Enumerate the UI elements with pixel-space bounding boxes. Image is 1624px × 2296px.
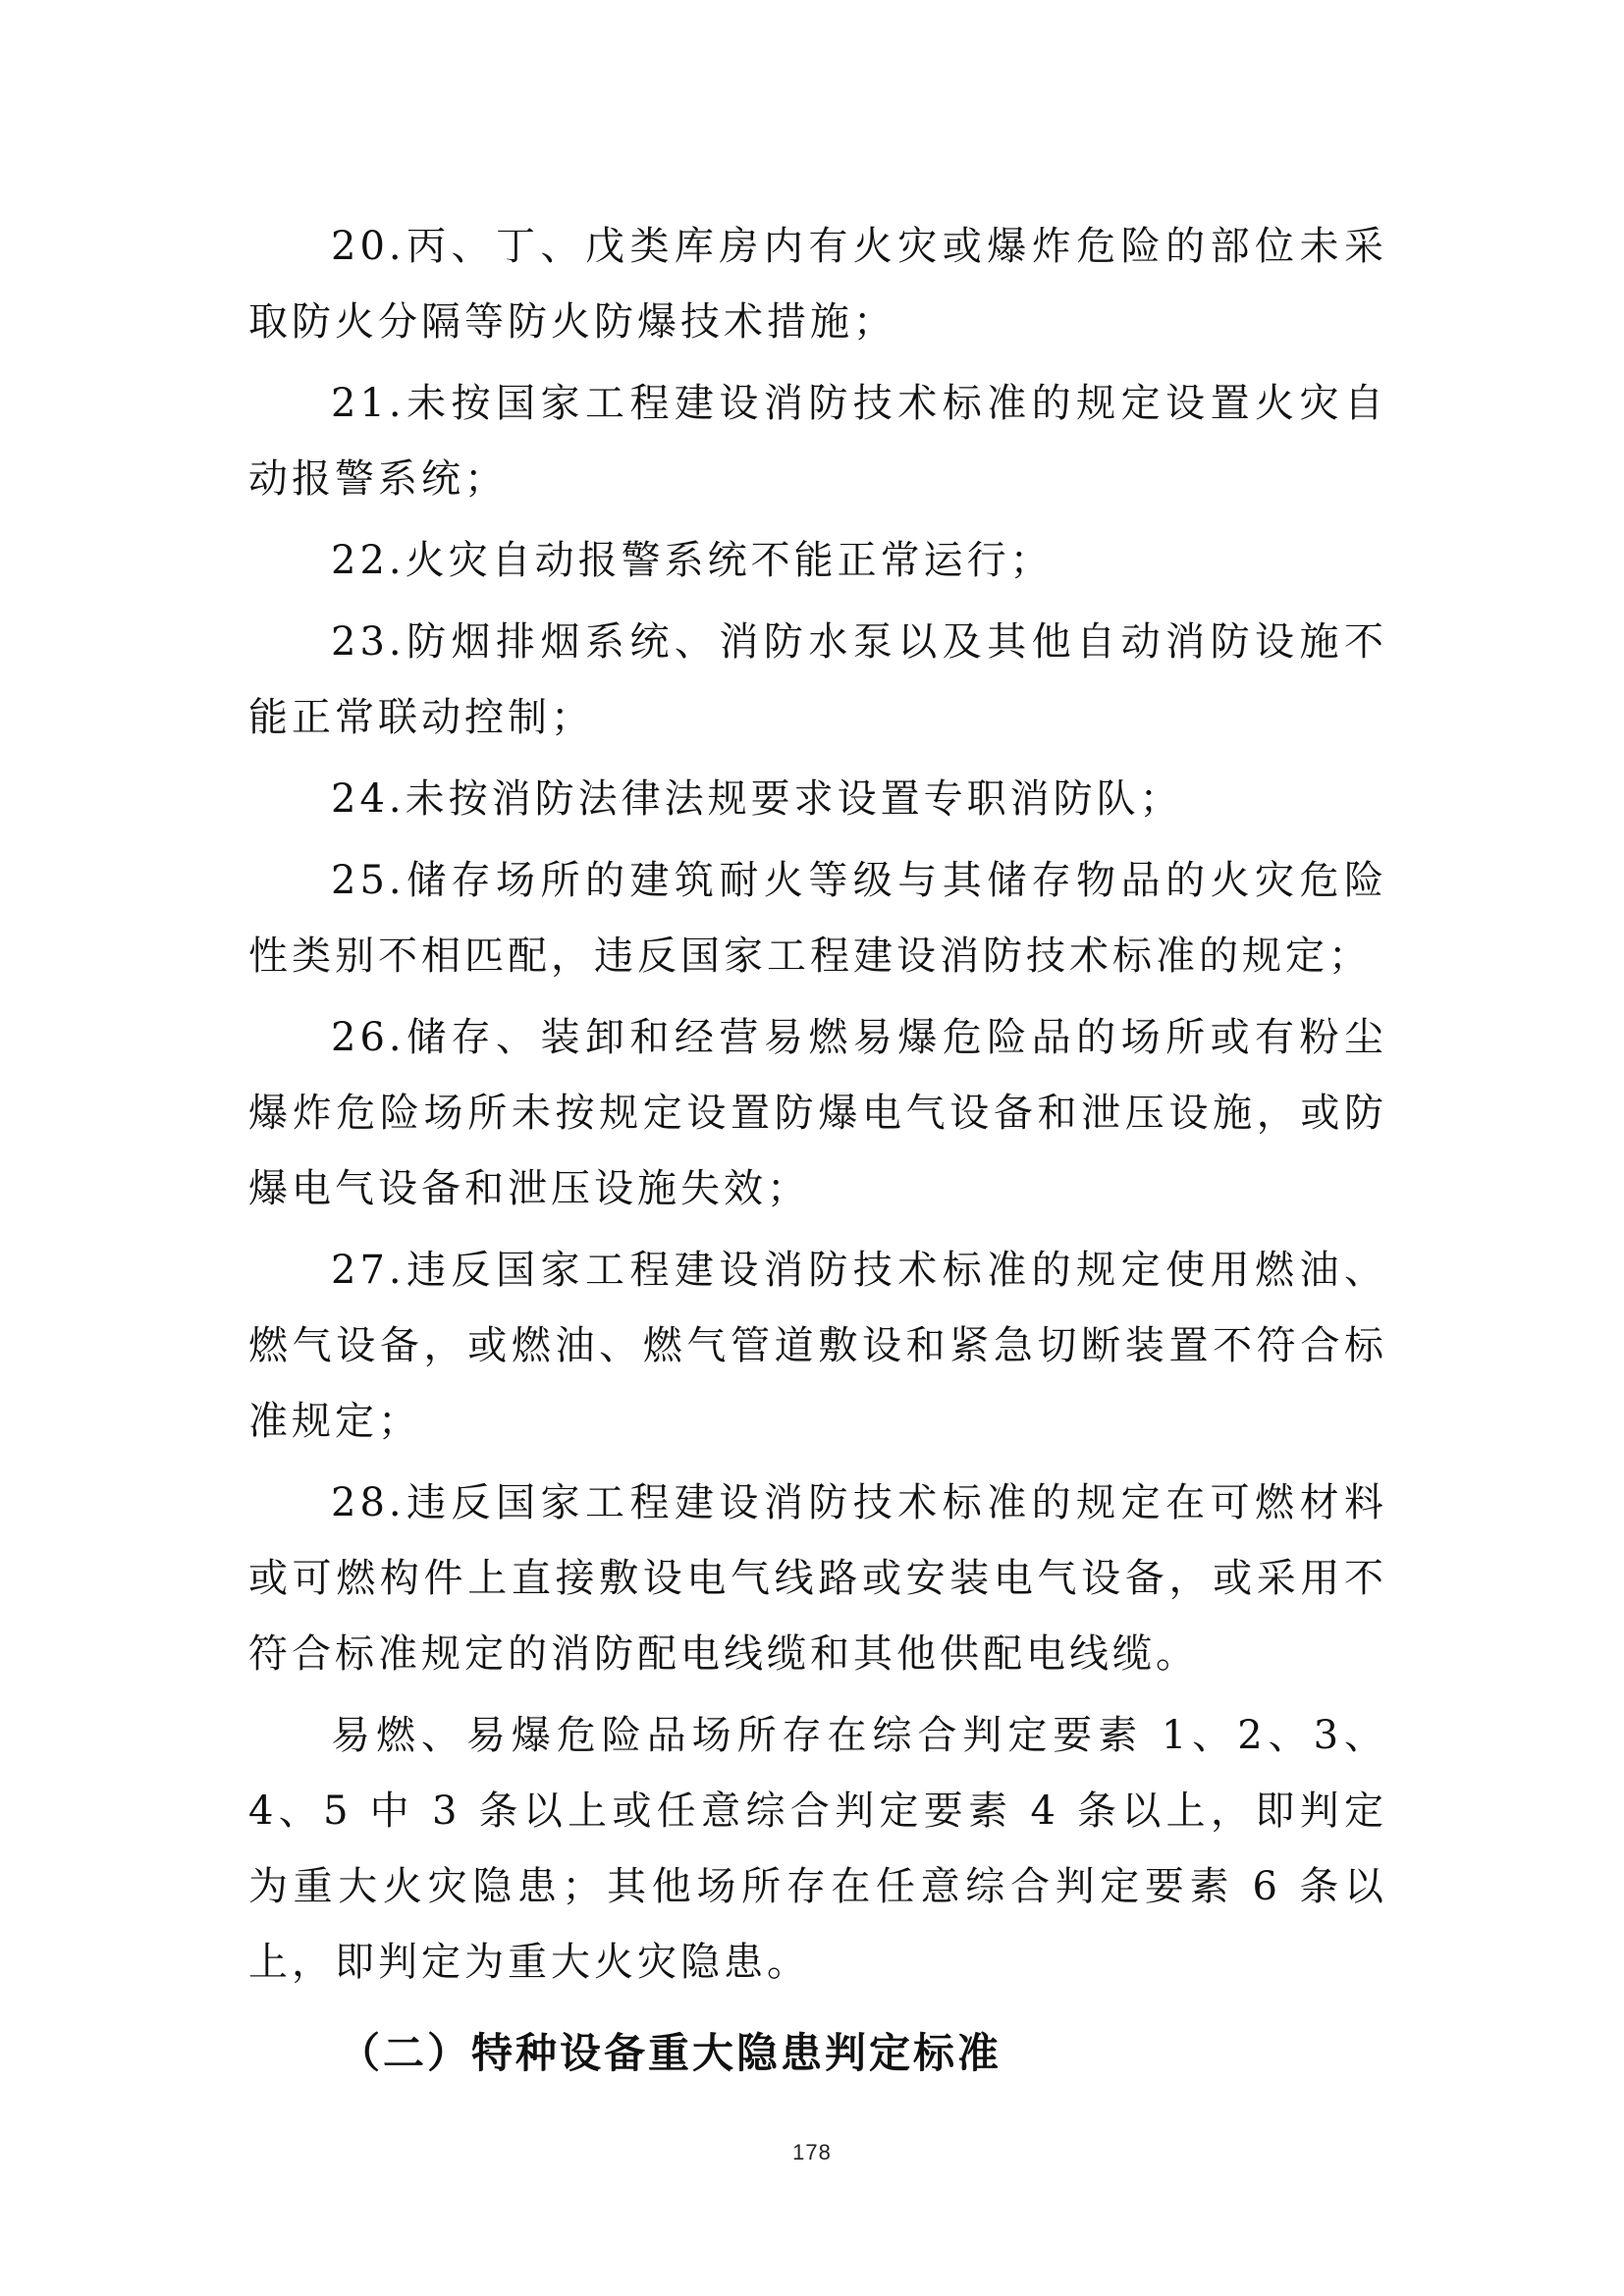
page-number: 178 <box>792 2140 832 2164</box>
summary-paragraph: 易燃、易爆危险品场所存在综合判定要素 1、2、3、4、5 中 3 条以上或任意综合判定要素 4 条以上，即判定为重大火灾隐患；其他场所存在任意综合判定要素 6 条以上，即判定为重大火灾隐患。 <box>248 1713 1387 1985</box>
list-item-22: 22.火灾自动报警系统不能正常运行； <box>331 538 1054 583</box>
list-item-21: 21.未按国家工程建设消防技术标准的规定设置火灾自动报警系统； <box>248 381 1387 502</box>
list-item-23: 23.防烟排烟系统、消防水泵以及其他自动消防设施不能正常联动控制； <box>248 619 1387 740</box>
list-item-24: 24.未按消防法律法规要求设置专职消防队； <box>331 776 1183 822</box>
list-item-25: 25.储存场所的建筑耐火等级与其储存物品的火灾危险性类别不相匹配，违反国家工程建设消防技术标准的规定； <box>248 858 1387 979</box>
section-heading: （二）特种设备重大隐患判定标准 <box>339 2029 1002 2077</box>
list-item-20: 20.丙、丁、戊类库房内有火灾或爆炸危险的部位未采取防火分隔等防火防爆技术措施； <box>248 224 1387 345</box>
list-item-27: 27.违反国家工程建设消防技术标准的规定使用燃油、燃气设备，或燃油、燃气管道敷设和紧急切断装置不符合标准规定； <box>248 1248 1387 1444</box>
list-item-26: 26.储存、装卸和经营易燃易爆危险品的场所或有粉尘爆炸危险场所未按规定设置防爆电气设备和泄压设施，或防爆电气设备和泄压设施失效； <box>248 1015 1387 1211</box>
list-item-28: 28.违反国家工程建设消防技术标准的规定在可燃材料或可燃构件上直接敷设电气线路或安装电气设备，或采用不符合标准规定的消防配电线缆和其他供配电线缆。 <box>248 1480 1387 1677</box>
document-body <box>248 209 1387 2089</box>
